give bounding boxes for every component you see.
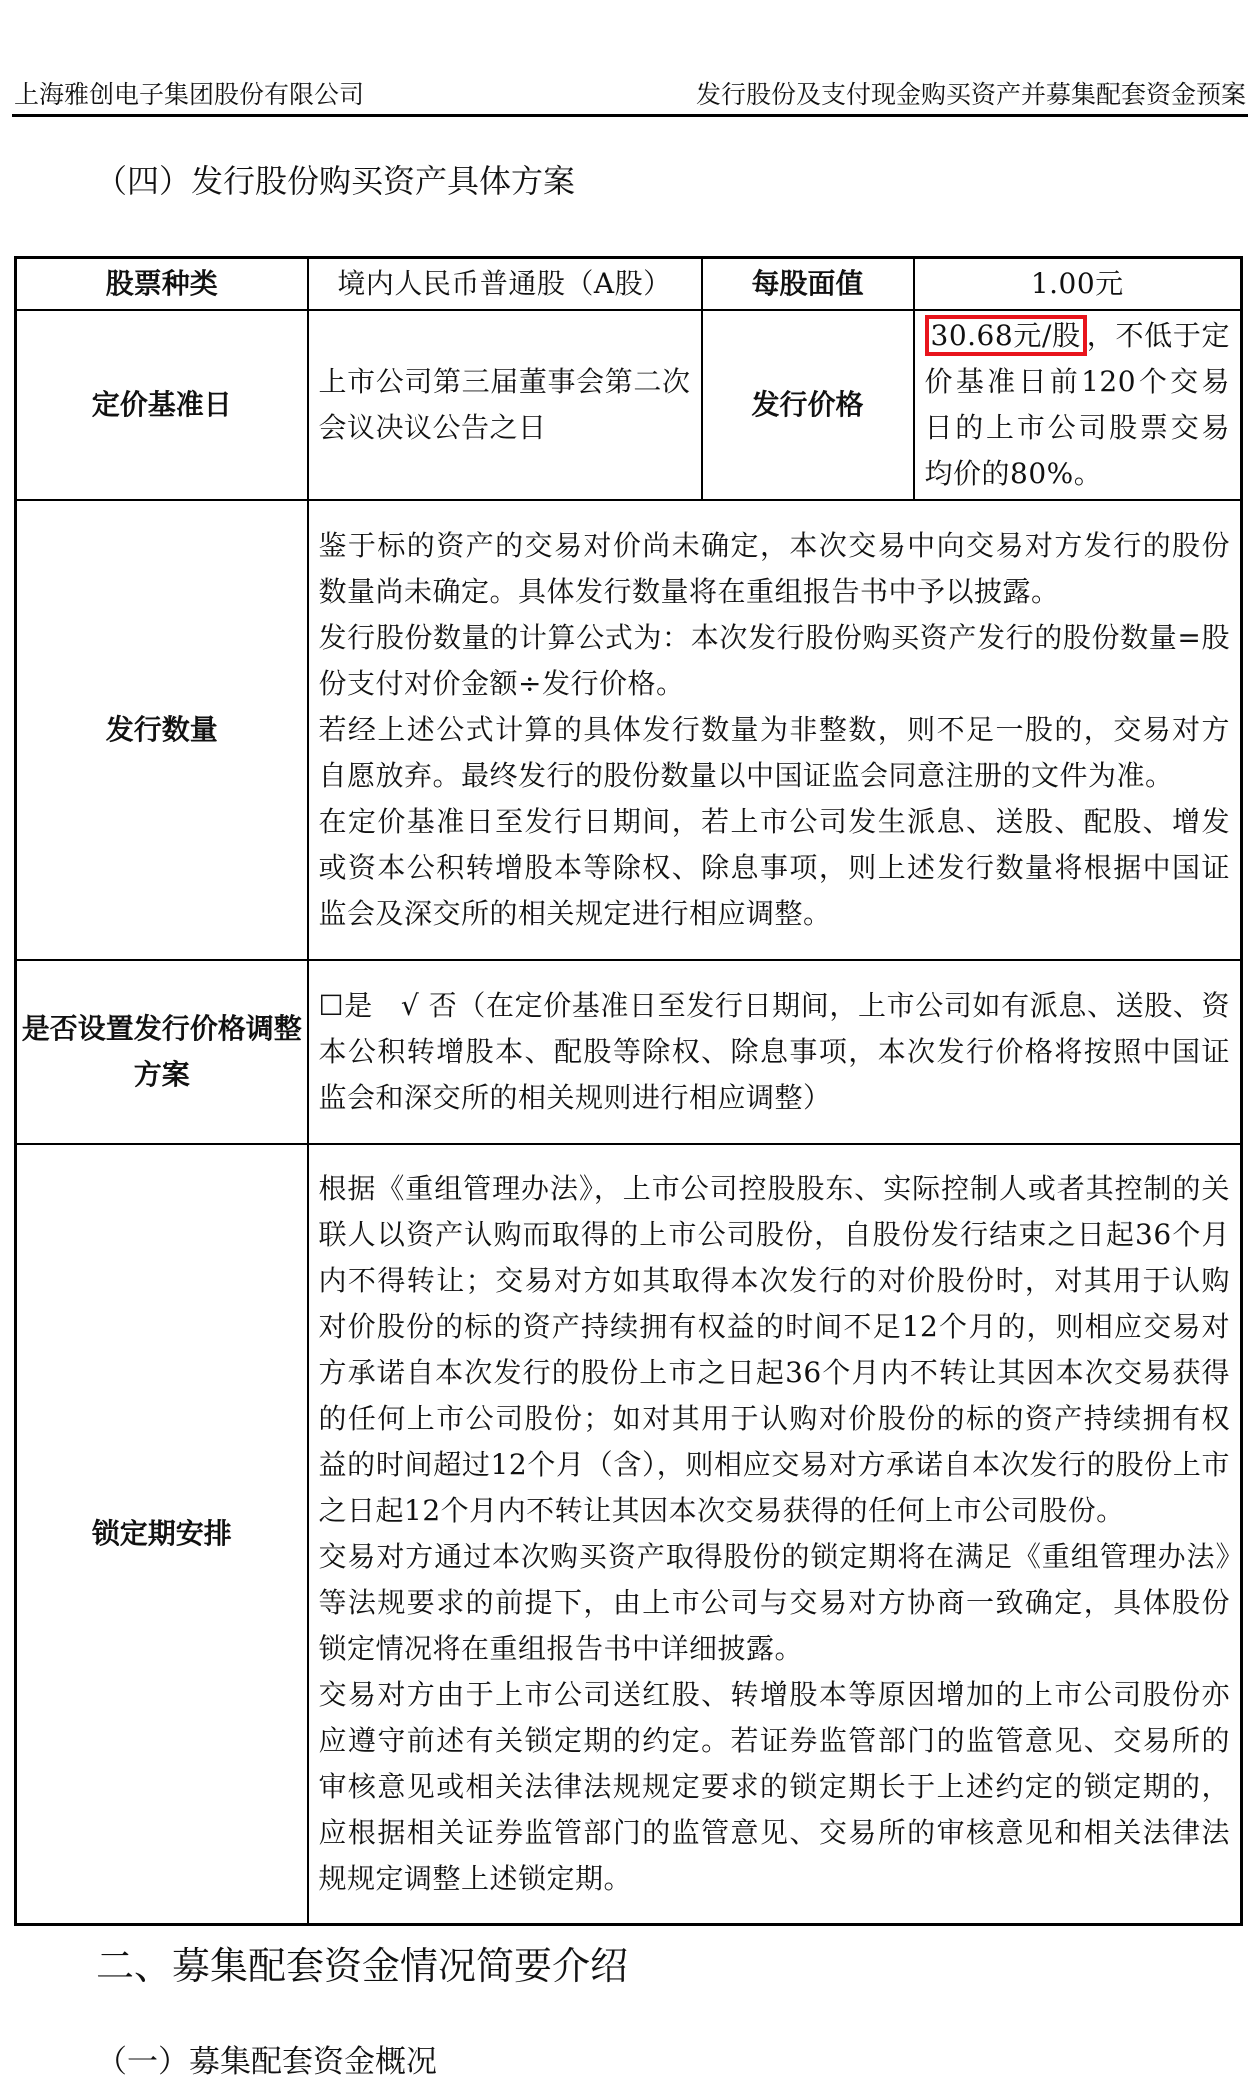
pricing-date-label: 定价基准日 <box>16 310 308 500</box>
heading-level-2: 二、募集配套资金情况简要介绍 <box>96 1944 629 1988</box>
lockup-label: 锁定期安排 <box>16 1144 308 1924</box>
page-header <box>12 72 1248 117</box>
lockup-paragraph: 交易对方通过本次购买资产取得股份的锁定期将在满足《重组管理办法》等法规要求的前提下，由上市公司与交易对方协商一致确定，具体股份锁定情况将在重组报告书中详细披露。 <box>318 1539 1230 1665</box>
lockup-paragraph: 交易对方由于上市公司送红股、转增股本等原因增加的上市公司股份亦应遵守前述有关锁定期的约定。若证券监管部门的监管意见、交易所的审核意见或相关法律法规规定要求的锁定期长于上述约定的锁定期的，应根据相关证券监管部门的监管意见、交易所的审核意见和相关法律法规规定调整上述锁定期。 <box>318 1677 1230 1895</box>
stock-type-label: 股票种类 <box>16 258 308 311</box>
issue-quantity-label: 发行数量 <box>16 500 308 960</box>
issue-quantity-paragraph: 在定价基准日至发行日期间，若上市公司发生派息、送股、配股、增发或资本公积转增股本等除权、除息事项，则上述发行数量将根据中国证监会及深交所的相关规定进行相应调整。 <box>318 805 1230 930</box>
issue-quantity-paragraph: 若经上述公式计算的具体发行数量为非整数，则不足一股的，交易对方自愿放弃。最终发行的股份数量以中国证监会同意注册的文件为准。 <box>318 713 1230 792</box>
price-adjustment-value <box>308 960 1242 1144</box>
issuance-plan-table <box>14 256 1243 1926</box>
table-row <box>16 1144 1242 1924</box>
heading-level-3: （一）募集配套资金概况 <box>96 2044 437 2080</box>
table-row <box>16 258 1242 311</box>
header-document-title: 发行股份及支付现金购买资产并募集配套资金预案 <box>695 80 1246 109</box>
adjust-no-checkbox: √ 否 <box>400 989 458 1022</box>
table-row <box>16 500 1242 960</box>
adjust-text: （在定价基准日至发行日期间，上市公司如有派息、送股、资本公积转增股本、配股等除权、除息事项，本次发行价格将按照中国证监会和深交所的相关规则进行相应调整） <box>318 989 1230 1114</box>
issue-quantity-value <box>308 500 1242 960</box>
lockup-value <box>308 1144 1242 1924</box>
table-row <box>16 960 1242 1144</box>
issue-price-rest: ，不低于定价基准日前120个交易日的上市公司股票交易均价的80%。 <box>924 319 1230 490</box>
issue-quantity-paragraph: 鉴于标的资产的交易对价尚未确定，本次交易中向交易对方发行的股份数量尚未确定。具体发行数量将在重组报告书中予以披露。 <box>318 529 1230 608</box>
issue-price-highlight: 30.68元/股 <box>925 315 1087 356</box>
section-title: （四）发行股份购买资产具体方案 <box>95 162 576 200</box>
issue-quantity-paragraph: 发行股份数量的计算公式为：本次发行股份购买资产发行的股份数量=股份支付对价金额÷发行价格。 <box>318 621 1230 700</box>
header-company: 上海雅创电子集团股份有限公司 <box>14 80 365 109</box>
stock-type-value: 境内人民币普通股（A股） <box>308 258 702 311</box>
issue-price-value <box>914 310 1242 500</box>
par-value-value: 1.00元 <box>914 258 1242 311</box>
pricing-date-value: 上市公司第三届董事会第二次会议决议公告之日 <box>308 310 702 500</box>
table-row <box>16 310 1242 500</box>
adjust-yes-checkbox: ☐是 <box>318 989 373 1022</box>
price-adjustment-label: 是否设置发行价格调整方案 <box>16 960 308 1144</box>
issue-price-label: 发行价格 <box>702 310 914 500</box>
par-value-label: 每股面值 <box>702 258 914 311</box>
lockup-paragraph: 根据《重组管理办法》，上市公司控股股东、实际控制人或者其控制的关联人以资产认购而取得的上市公司股份，自股份发行结束之日起36个月内不得转让；交易对方如其取得本次发行的对价股份时，对其用于认购对价股份的标的资产持续拥有权益的时间不足12个月的，则相应交易对方承诺自本次发行的股份上市之日起36个月内不转让其因本次交易获得的任何上市公司股份；如对其用于认购对价股份的标的资产持续拥有权益的时间超过12个月（含），则相应交易对方承诺自本次发行的股份上市之日起12个月内不转让其因本次交易获得的任何上市公司股份。 <box>318 1171 1230 1527</box>
